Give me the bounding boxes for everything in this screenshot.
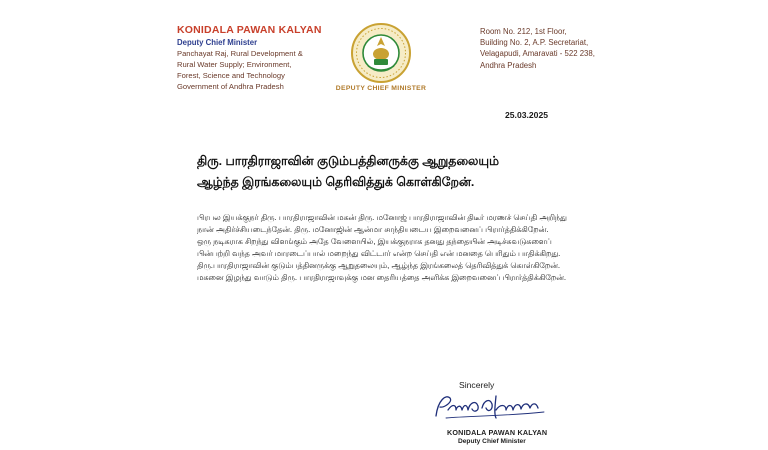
sender-name: KONIDALA PAWAN KALYAN	[177, 24, 322, 36]
signatory-role: Deputy Chief Minister	[458, 438, 526, 445]
sender-portfolio	[177, 48, 332, 92]
address-line: Room No. 212, 1st Floor,	[480, 27, 567, 36]
letter-date: 25.03.2025	[505, 110, 549, 120]
body-paragraph: ஒரு நடிகராக சிறந்து விளங்கும் அதே வேளையில், இயக்குநராக தனது தந்தையின் அடிச்சுவடுகளைப் பின்பற்றி வந்த அவர் மாரடைப்பால் மறைந்து விட்டார் என்ற செய்தி என் மனதை பெரிதும் பாதிக்கிறது.	[197, 237, 561, 258]
portfolio-line: Rural Water Supply; Environment,	[177, 60, 292, 69]
state-emblem-icon	[350, 22, 412, 84]
handwritten-signature-icon	[426, 386, 556, 426]
body-paragraph: பிரபல இயக்குநர் திரு. பாரதிராஜாவின் மகன் திரு. மனோஜ் பாரதிராஜாவின் திடீர் மரணச் செய்தி அறிந்து நான் அதிர்ச்சியடைந்தேன். திரு. மனோஜின் ஆன்மா சாந்தியடைய இறைவனைப் பிரார்த்திக்கிறேன்.	[197, 213, 567, 234]
address-line: Building No. 2, A.P. Secretariat,	[480, 38, 589, 48]
subject-line: திரு. பாரதிராஜாவின் குடும்பத்தினருக்கு ஆறுதலையும்	[197, 154, 499, 168]
signatory-name: KONIDALA PAWAN KALYAN	[447, 428, 548, 437]
closing-salutation: Sincerely	[459, 380, 495, 390]
address-line: Andhra Pradesh	[480, 60, 537, 70]
address-line: Velagapudi, Amaravati - 522 238,	[480, 49, 595, 59]
body-paragraph: திரு.பாரதிராஜாவின் குடும்பத்தினருக்கு ஆறுதலையும், ஆழ்ந்த இரங்கலைத் தெரிவித்துக் கொள்கிறேன். மகனை இழந்து வாடும் திரு. பாரதிராஜாவுக்கு மன தைரியத்தை அளிக்க இறைவனைப் பிரார்த்திக்கிறேன்.	[197, 261, 567, 282]
letter-body	[197, 212, 582, 285]
portfolio-line: Panchayat Raj, Rural Development &	[177, 49, 303, 58]
sender-role: Deputy Chief Minister	[177, 38, 258, 47]
emblem-caption: DEPUTY CHIEF MINISTER	[335, 85, 427, 92]
office-address	[480, 26, 610, 71]
letter-subject	[197, 151, 617, 193]
portfolio-line: Government of Andhra Pradesh	[177, 82, 284, 91]
subject-line: ஆழ்ந்த இரங்கலையும் தெரிவித்துக் கொள்கிறேன்.	[197, 175, 475, 189]
portfolio-line: Forest, Science and Technology	[177, 71, 285, 80]
